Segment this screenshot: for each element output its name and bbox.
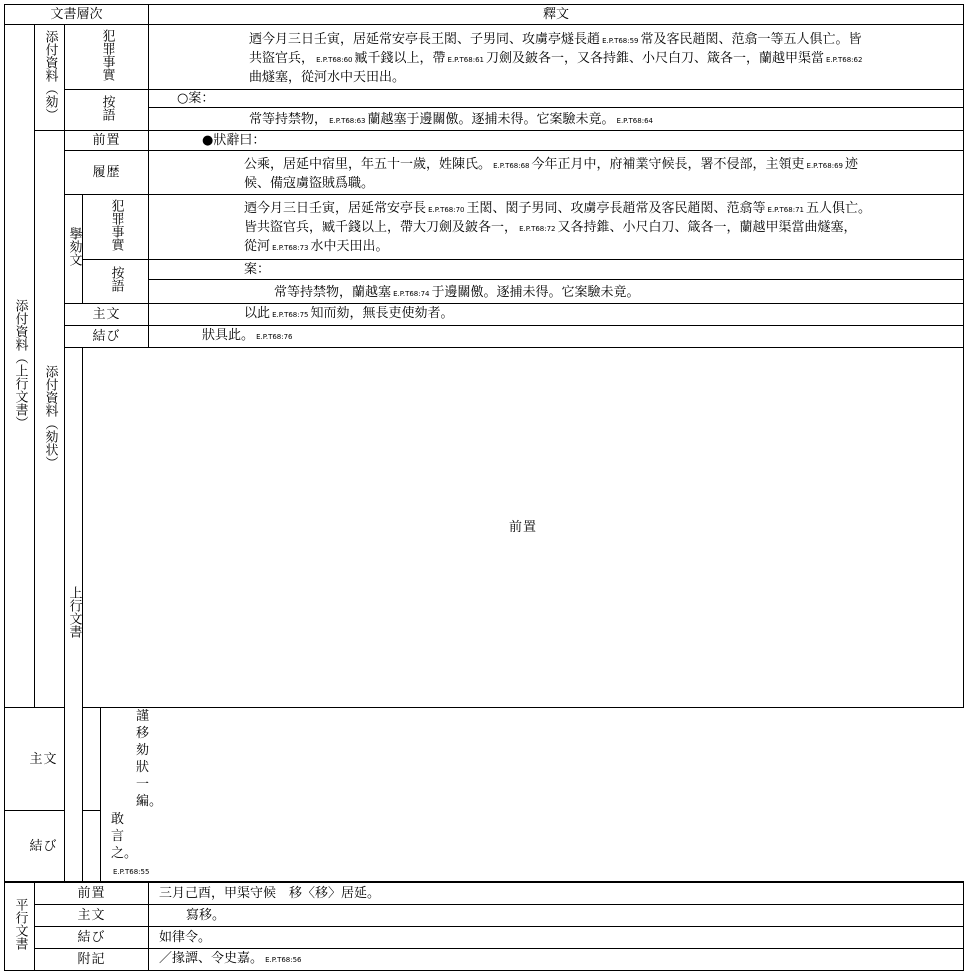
document-structure-table xyxy=(4,4,964,971)
gaijo-main-text: 以此 E.P.T68:75 知而劾，無長吏使劾者。 xyxy=(149,304,964,326)
ref-label: E.P.T68:55 xyxy=(113,868,150,876)
ref-label: E.P.T68:62 xyxy=(826,56,863,64)
label-postscript: 附記 xyxy=(35,948,149,970)
level-attach-gai: 添付資料（劾） xyxy=(35,25,65,131)
label-closing-2: 結び xyxy=(5,811,83,883)
ref-label: E.P.T68:75 xyxy=(272,311,309,319)
gaijo-crime-fact-text: 迺今月三日壬寅，居延常安亭長 E.P.T68:70 王閎、閎子男同、攻虜亭長趙常及客民趙閎、范翕等 E.P.T68:71 五人俱亡。 皆共盜官兵，臧千錢以上，帶大刀劍及鈹各一， E.P.T68:72 又各持錐、小尺白刀、箴各一，蘭越甲渠當曲燧塞， 從河 E.P.T68:73 水中天田出。 xyxy=(149,195,964,260)
label-preface-3: 前置 xyxy=(35,882,149,904)
ref-label: E.P.T68:59 xyxy=(602,37,639,45)
gaijo-closing-text: 狀具此。 E.P.T68:76 xyxy=(149,326,964,348)
ref-label: E.P.T68:63 xyxy=(329,117,366,125)
parallel-main-text: 寫移。 xyxy=(149,904,964,926)
ref-label: E.P.T68:71 xyxy=(767,206,804,214)
level-parallel-document: 平行文書 xyxy=(5,882,35,970)
label-preface: 前置 xyxy=(65,131,149,151)
level-attach-gaijo: 添付資料（劾状） xyxy=(35,131,65,708)
label-career: 履歴 xyxy=(65,151,149,195)
ref-label: E.P.T68:60 xyxy=(316,56,353,64)
label-charge-text: 擧劾文 xyxy=(65,195,83,304)
ref-label: E.P.T68:56 xyxy=(265,955,302,964)
ref-label: E.P.T68:70 xyxy=(428,206,465,214)
label-crime-fact: 犯罪事實 xyxy=(65,25,149,90)
ref-label: E.P.T68:61 xyxy=(447,56,484,64)
label-closing-3: 結び xyxy=(35,926,149,948)
parallel-postscript-text: ／掾譚、令史嘉。 E.P.T68:56 xyxy=(149,948,964,970)
label-main-2: 主文 xyxy=(5,708,83,811)
header-row xyxy=(5,5,964,25)
ref-label: E.P.T68:68 xyxy=(493,162,530,170)
header-levels: 文書層次 xyxy=(5,5,149,25)
gaijo-preface-text: ●狀辭曰： xyxy=(149,131,964,151)
label-preface-2: 前置 xyxy=(83,348,964,708)
level-upper-attachment: 添付資料（上行文書） xyxy=(5,25,35,708)
ref-label: E.P.T68:74 xyxy=(393,289,430,298)
gai-comment-text: 常等持禁物， E.P.T68:63 蘭越塞于邊關儌。逐捕未得。它案驗未竟。 E.P.T68:64 xyxy=(149,108,964,131)
label-closing: 結び xyxy=(65,326,149,348)
ref-label: E.P.T68:76 xyxy=(256,333,293,341)
ref-label: E.P.T68:73 xyxy=(272,244,309,252)
level-upper-document: 上行文書 xyxy=(65,348,83,883)
gai-comment-head: ○案： xyxy=(149,90,964,108)
gaijo-career-text: 公乘，居延中宿里，年五十一歲，姓陳氏。 E.P.T68:68 今年正月中，府補業守候長，署不侵部，主領吏 E.P.T68:69 迹 候、備寇虜盜賊爲職。 xyxy=(149,151,964,195)
ref-label: E.P.T68:64 xyxy=(616,117,653,125)
label-main: 主文 xyxy=(65,304,149,326)
gai-crime-fact-text: 迺今月三日壬寅，居延常安亭長王閎、子男同、攻虜亭燧長趙 E.P.T68:59 常及客民趙閎、范翕一等五人俱亡。皆 共盜官兵， E.P.T68:60 臧千錢以上，帶 E.P.T68:61 刀劍及鈹各一，又各持錐、小尺白刀、箴各一，蘭越甲渠當 E.P.T68:62 曲燧塞，從河水中天田出。 xyxy=(149,25,964,90)
gaijo-comment-text: 常等持禁物，蘭越塞 E.P.T68:74 于邊關儌。逐捕未得。它案驗未竟。 xyxy=(149,280,964,304)
parallel-closing-text: 如律令。 xyxy=(149,926,964,948)
label-crime-fact-2: 犯罪事實 xyxy=(83,195,149,260)
header-text: 釋文 xyxy=(149,5,964,25)
label-comment: 按語 xyxy=(65,90,149,131)
label-comment-2: 按語 xyxy=(83,260,149,304)
ref-label: E.P.T68:72 xyxy=(519,225,556,233)
upper-main-text: 謹移劾狀一編。 xyxy=(83,708,101,811)
label-main-3: 主文 xyxy=(35,904,149,926)
ref-label: E.P.T68:69 xyxy=(806,162,843,170)
parallel-preface-text: 三月己酉，甲渠守候 移〈移〉居延。 xyxy=(149,882,964,904)
upper-closing-text: 敢言之。E.P.T68:55 xyxy=(83,811,101,883)
gaijo-comment-head: 案： xyxy=(149,260,964,280)
